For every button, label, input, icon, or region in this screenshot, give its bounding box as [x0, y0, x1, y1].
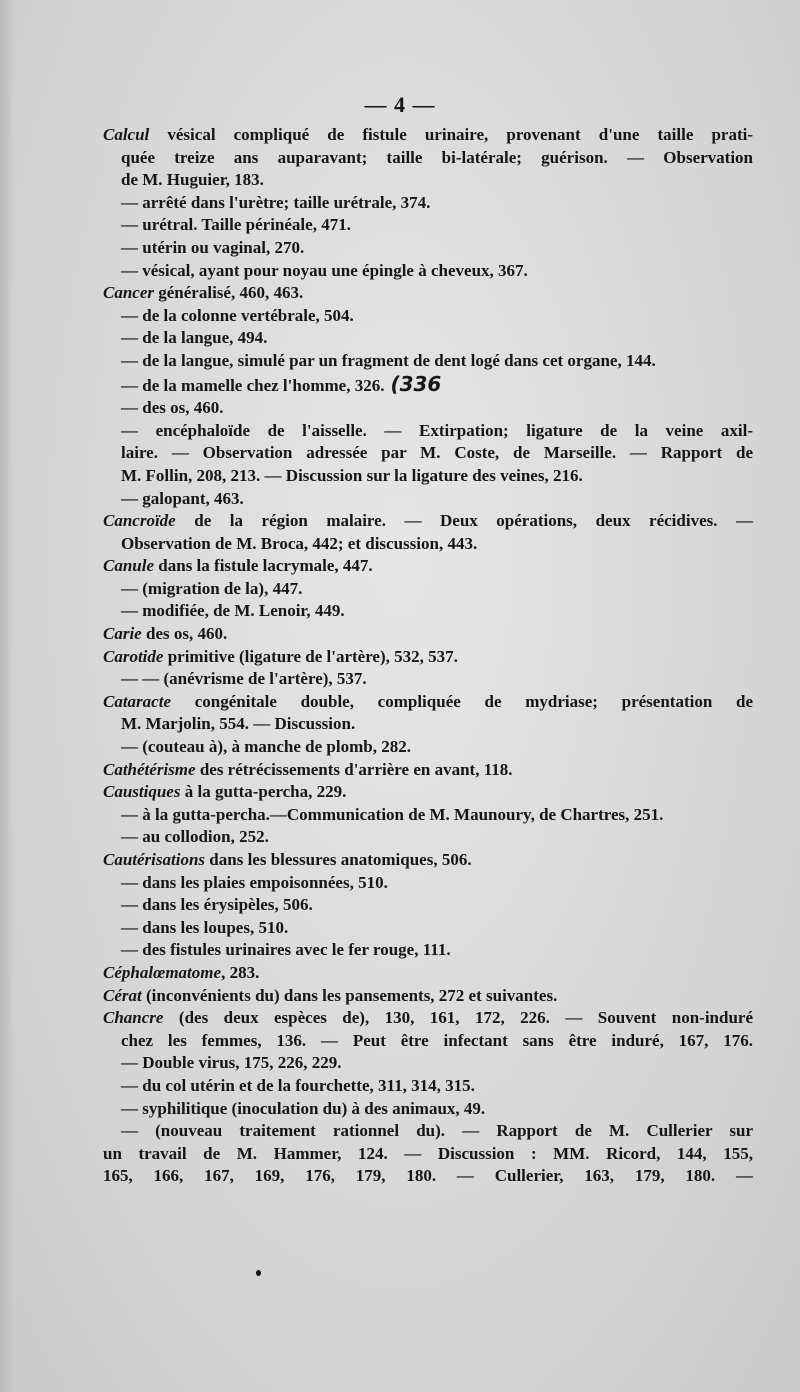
index-entry-cauterisations: [103, 849, 753, 872]
sub-entry: — syphilitique (inoculation du) à des animaux, 49.: [121, 1098, 486, 1118]
index-entry-cataracte: [103, 691, 753, 736]
sub-entry-text: — de la mamelle chez l'homme, 326.: [121, 375, 385, 395]
page-edge-shadow: [0, 0, 14, 1392]
entry-head: Cancroïde: [103, 511, 176, 531]
entry-text: généralisé, 460, 463.: [158, 283, 304, 303]
index-entry-cephalaematome: [103, 962, 753, 985]
entry-head: Caustiques: [103, 782, 181, 802]
sub-entry: — de la colonne vertébrale, 504.: [121, 305, 354, 325]
sub-entry-text: 165, 166, 167, 169, 176, 179, 180. — Cullerier, 163, 179, 180. —: [103, 1166, 753, 1186]
handwritten-annotation: (336: [390, 371, 442, 396]
sub-entry: — à la gutta-percha.—Communication de M. Maunoury, de Chartres, 251.: [121, 804, 664, 824]
entry-head: Cérat: [103, 985, 142, 1005]
index-entry-calcul: [103, 124, 753, 192]
sub-entry: — de la langue, 494.: [121, 328, 268, 348]
entry-text: quée treize ans auparavant; taille bi-latérale; guérison. — Observation: [121, 147, 753, 167]
sub-entry: — (migration de la), 447.: [121, 578, 303, 598]
sub-entry: — arrêté dans l'urètre; taille urétrale, 374.: [121, 192, 431, 212]
page-number: — 4 —: [364, 92, 436, 117]
sub-entry-text: un travail de M. Hammer, 124. — Discussion : MM. Ricord, 144, 155,: [103, 1143, 753, 1163]
entry-text: des rétrécissements d'arrière en avant, 118.: [199, 759, 513, 779]
entry-text: congénitale double, compliquée de mydriase; présentation de: [194, 691, 754, 711]
entry-text: (inconvénients du) dans les pansements, 272 et suivantes.: [145, 985, 558, 1005]
ink-spot: [256, 1270, 261, 1276]
sub-entry: — dans les loupes, 510.: [121, 917, 289, 937]
entry-text: de M. Huguier, 183.: [121, 170, 264, 190]
sub-entry-mamelle: [103, 373, 753, 398]
entry-head: Carie: [103, 624, 142, 644]
sub-entry: — urétral. Taille périnéale, 471.: [121, 215, 351, 235]
index-entry-cancer: [103, 282, 753, 305]
entry-head: Cataracte: [103, 691, 171, 711]
sub-entry: — dans les érysipèles, 506.: [121, 895, 313, 915]
sub-entry: — des os, 460.: [121, 398, 224, 418]
index-entry-canule: [103, 555, 753, 578]
entry-text: primitive (ligature de l'artère), 532, 537.: [167, 646, 458, 666]
sub-entry: — du col utérin et de la fourchette, 311, 314, 315.: [121, 1075, 475, 1095]
index-entry-chancre: [103, 1007, 753, 1075]
entry-head: Carotide: [103, 646, 164, 666]
entry-text: , 283.: [221, 962, 260, 982]
entry-head: Canule: [103, 556, 155, 576]
entry-head: Cathétérisme: [103, 759, 196, 779]
entry-head: Cautérisations: [103, 850, 206, 869]
index-entry-caustiques: [103, 781, 753, 804]
sub-entry: — des fistules urinaires avec le fer rouge, 111.: [121, 940, 451, 960]
entry-head: Céphalœmatome: [103, 962, 222, 982]
index-column: [103, 124, 753, 1188]
sub-entry: — — (anévrisme de l'artère), 537.: [121, 669, 367, 689]
entry-head: Calcul: [103, 125, 150, 144]
entry-head: Chancre: [103, 1008, 164, 1028]
sub-entry: — utérin ou vaginal, 270.: [121, 237, 305, 257]
sub-entry-multiline: [103, 1120, 753, 1188]
entry-text: à la gutta-percha, 229.: [184, 782, 347, 802]
sub-entry-text: — (nouveau traitement rationnel du). — Rapport de M. Cullerier sur: [121, 1121, 753, 1141]
sub-entry: — (couteau à), à manche de plomb, 282.: [121, 737, 411, 757]
sub-entry: — dans les plaies empoisonnées, 510.: [121, 872, 388, 892]
sub-entry: — galopant, 463.: [121, 488, 244, 508]
entry-text: vésical compliqué de fistule urinaire, provenant d'une taille prati-: [167, 125, 753, 144]
entry-text: dans la fistule lacrymale, 447.: [158, 556, 373, 576]
sub-entry-text: — encéphaloïde de l'aisselle. — Extirpation; ligature de la veine axil-: [121, 420, 753, 440]
sub-entry: — vésical, ayant pour noyau une épingle à cheveux, 367.: [121, 260, 528, 280]
entry-head: Cancer: [103, 283, 154, 303]
index-entry-cerat: [103, 985, 753, 1008]
entry-text: — Double virus, 175, 226, 229.: [121, 1053, 342, 1073]
sub-entry: — de la langue, simulé par un fragment de dent logé dans cet organe, 144.: [121, 350, 656, 370]
index-entry-carie: [103, 623, 753, 646]
entry-text: des os, 460.: [145, 624, 228, 644]
entry-text: de la région malaire. — Deux opérations, deux récidives. —: [194, 511, 754, 531]
sub-entry-text: M. Follin, 208, 213. — Discussion sur la ligature des veines, 216.: [121, 465, 583, 485]
sub-entry: — au collodion, 252.: [121, 827, 269, 847]
index-entry-carotide: [103, 646, 753, 669]
index-entry-catheterisme: [103, 759, 753, 782]
entry-text: Observation de M. Broca, 442; et discussion, 443.: [121, 533, 478, 553]
sub-entry: — modifiée, de M. Lenoir, 449.: [121, 601, 345, 621]
entry-text: chez les femmes, 136. — Peut être infectant sans être induré, 167, 176.: [121, 1030, 753, 1050]
sub-entry-text: laire. — Observation adressée par M. Coste, de Marseille. — Rapport de: [121, 443, 753, 463]
entry-text: dans les blessures anatomiques, 506.: [209, 850, 472, 869]
index-entry-cancroide: [103, 510, 753, 555]
sub-entry-multiline: [103, 420, 753, 488]
entry-text: M. Marjolin, 554. — Discussion.: [121, 714, 356, 734]
entry-text: (des deux espèces de), 130, 161, 172, 226. — Souvent non-induré: [178, 1008, 753, 1028]
